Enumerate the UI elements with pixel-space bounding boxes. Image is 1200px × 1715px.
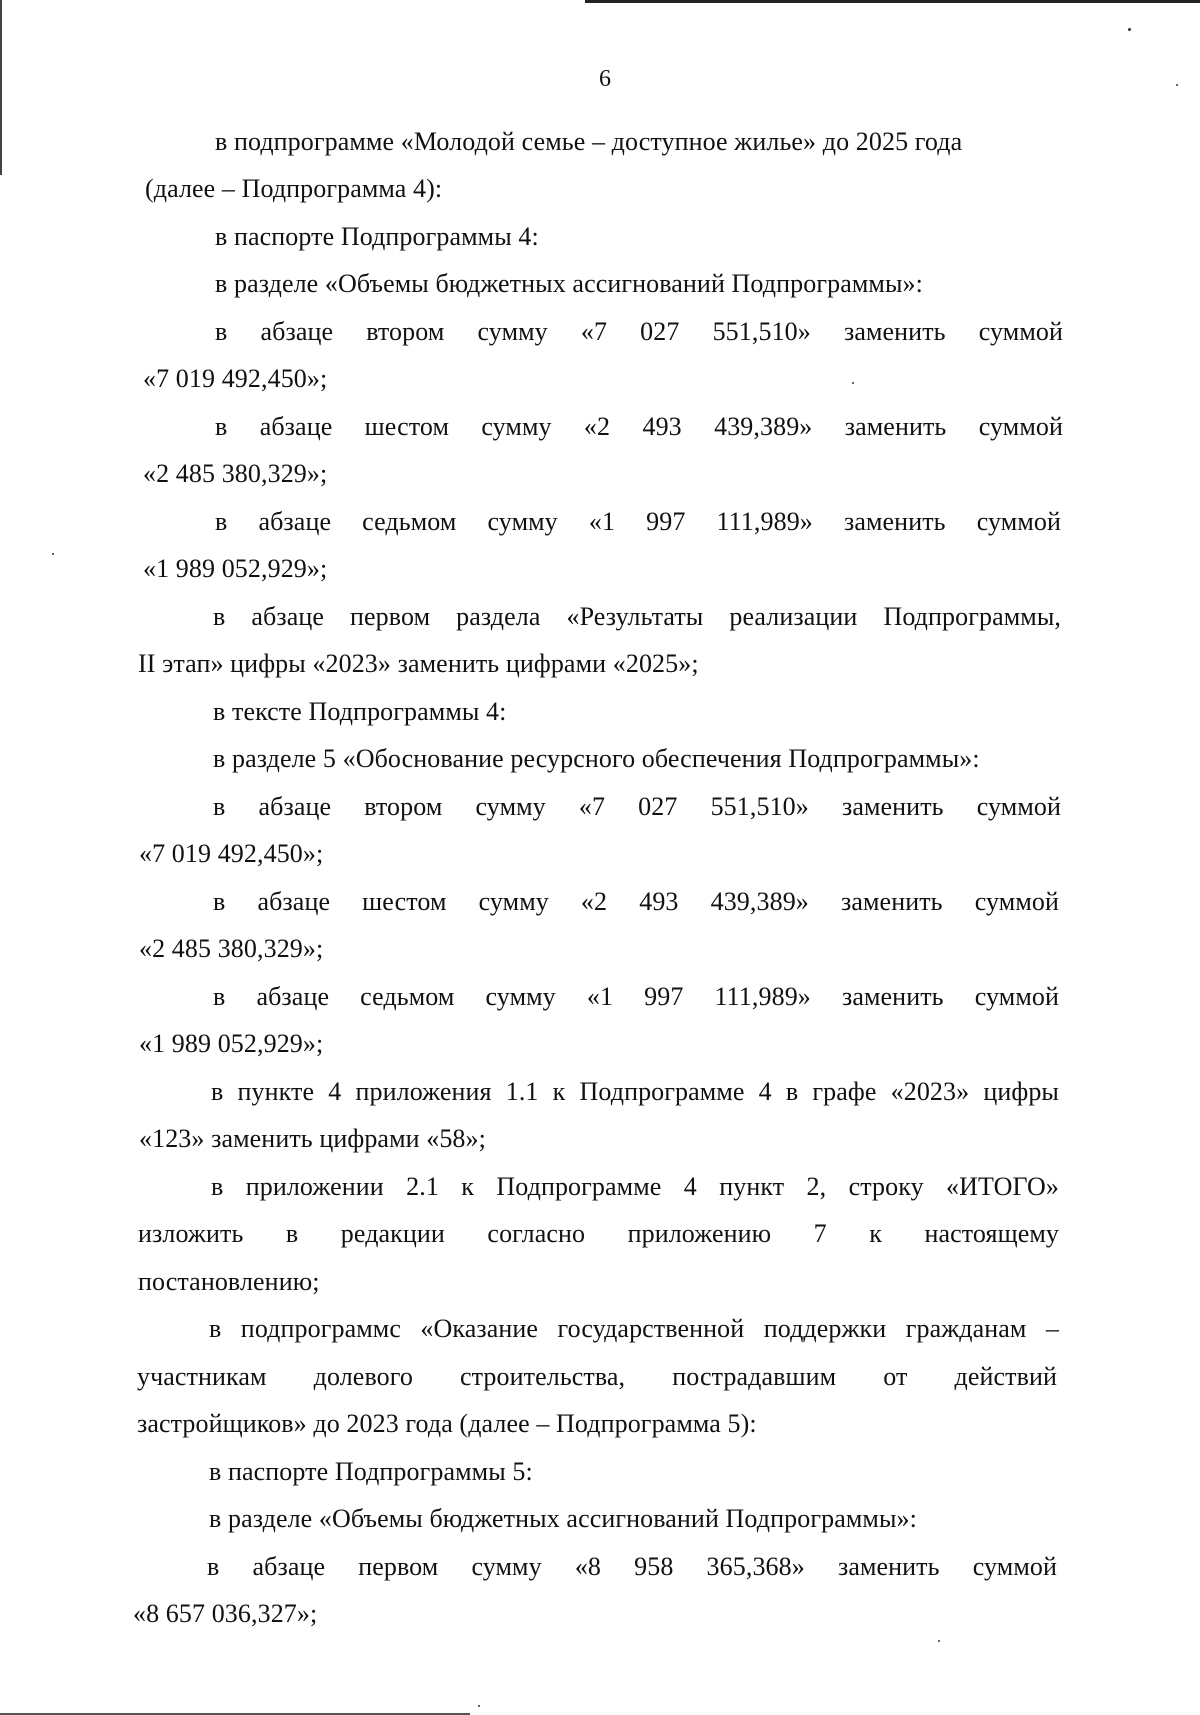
text-line: (далее – Подпрограмма 4): [145,174,443,203]
text-line: «2 485 380,329»; [139,934,324,963]
text-line: в разделе 5 «Обоснование ресурсного обеспечения Подпрограммы»: [213,744,980,773]
text-line: в абзаце первом сумму «8 958 365,368» заменить суммой [207,1552,1057,1581]
text-line: «7 019 492,450»; [143,364,328,393]
text-line: в абзаце втором сумму «7 027 551,510» заменить суммой [213,792,1061,821]
text-line: в паспорте Подпрограммы 5: [209,1457,533,1486]
text-line: изложить в редакции согласно приложению 7 к настоящему [138,1219,1059,1248]
text-line: II этап» цифры «2023» заменить цифрами «2025»; [138,649,699,678]
text-line: в абзаце шестом сумму «2 493 439,389» заменить суммой [213,887,1059,916]
text-line: «7 019 492,450»; [139,839,324,868]
text-line: застройщиков» до 2023 года (далее – Подпрограмма 5): [137,1409,757,1438]
text-line: участникам долевого строительства, пострадавшим от действий [137,1362,1057,1391]
text-line: в пункте 4 приложения 1.1 к Подпрограмме 4 в графе «2023» цифры [211,1077,1059,1106]
scan-speck [938,1640,940,1642]
text-line: «123» заменить цифрами «58»; [139,1124,486,1153]
text-line: в абзаце седьмом сумму «1 997 111,989» заменить суммой [215,507,1061,536]
text-line: «2 485 380,329»; [143,459,328,488]
text-line: постановлению; [138,1267,320,1296]
scan-edge-top [585,0,1200,3]
text-line: в приложении 2.1 к Подпрограмме 4 пункт 2, строку «ИТОГО» [211,1172,1059,1201]
text-line: «8 657 036,327»; [133,1599,318,1628]
page-number: 6 [599,66,611,92]
text-line: в подпрограмме «Молодой семье – доступное жилье» до 2025 года [215,127,963,156]
text-line: в абзаце втором сумму «7 027 551,510» заменить суммой [215,317,1063,346]
scan-speck [478,1705,480,1707]
text-line: в тексте Подпрограммы 4: [213,697,507,726]
text-line: в абзаце шестом сумму «2 493 439,389» заменить суммой [215,412,1063,441]
text-line: в паспорте Подпрограммы 4: [215,222,539,251]
scan-speck [52,553,54,555]
text-line: «1 989 052,929»; [139,1029,324,1058]
text-line: «1 989 052,929»; [143,554,328,583]
text-line: в абзаце первом раздела «Результаты реализации Подпрограммы, [213,602,1061,631]
scan-speck [1128,28,1131,31]
text-line: в разделе «Объемы бюджетных ассигнований Подпрограммы»: [209,1504,917,1533]
text-line: в абзаце седьмом сумму «1 997 111,989» заменить суммой [213,982,1059,1011]
text-line: в подпрограммс «Оказание государственной поддержки гражданам – [209,1314,1059,1343]
scan-speck [852,382,854,384]
text-line: в разделе «Объемы бюджетных ассигнований Подпрограммы»: [215,269,923,298]
